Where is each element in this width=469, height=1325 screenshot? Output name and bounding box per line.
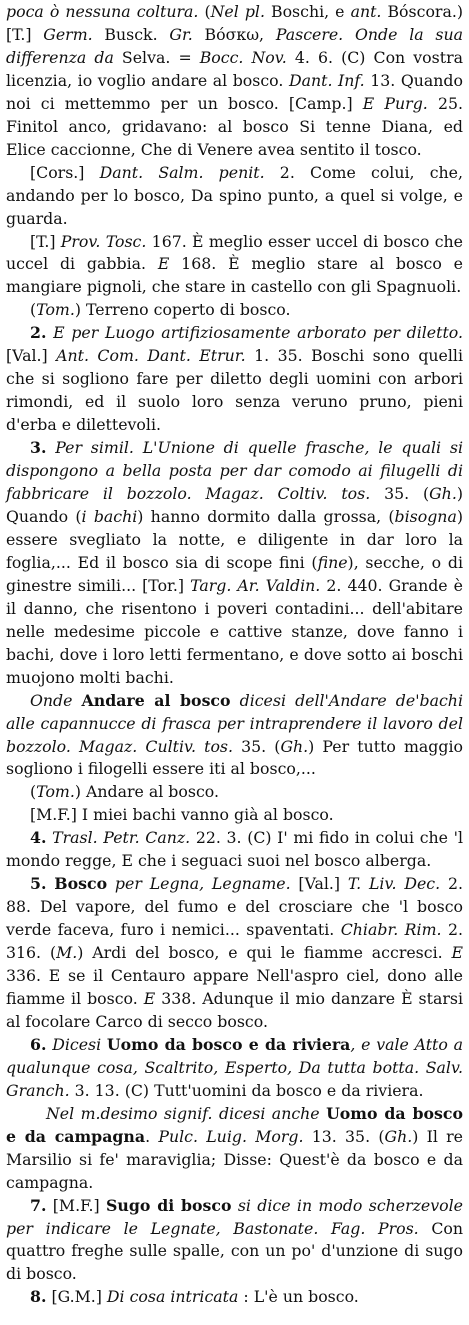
text-run: : L'è un bosco. — [238, 1287, 359, 1307]
entry-paragraph — [6, 1286, 463, 1309]
text-run: fine — [317, 552, 348, 572]
text-run: Con quattro freghe sulle spalle, con un po' d'unzione di sugo di bosco. — [6, 1218, 463, 1284]
text-run: Germ. — [43, 24, 93, 44]
text-run: Βόσκω, — [192, 24, 276, 44]
text-run: E — [157, 254, 170, 274]
text-run: 35. ( — [233, 736, 281, 756]
text-run: Selva. = — [113, 47, 200, 67]
text-run: Uomo da bosco e da riviera — [106, 1034, 351, 1054]
text-run: T. Liv. Dec. — [347, 874, 441, 894]
text-run: E per Luogo artifiziosamente arborato per diletto. — [53, 323, 463, 343]
text-run: Onde — [30, 690, 73, 710]
entry-paragraph — [6, 437, 463, 689]
text-run: ) essere svegliato la notte, e diligente in dar loro la foglia,... Ed il bosco sia di scope fini ( — [6, 506, 463, 572]
text-run: Targ. Ar. Valdin. — [190, 575, 321, 595]
text-run: 35. ( — [370, 484, 430, 504]
text-run: bisogna — [394, 506, 457, 526]
text-run: 336. E se il Centauro appare Nell'aspro ciel, dono alle fiamme il bosco. — [6, 966, 463, 1008]
text-run: ) Per tutto maggio sogliono i filogelli essere iti al bosco,... — [6, 736, 463, 779]
text-run: 25. Finitol anco, gridavano: al bosco Si tenne Diana, ed Elice caccionne, Che di Venere avea sentito il tosco. — [6, 93, 463, 159]
text-run: Dicesi — [52, 1034, 102, 1054]
text-run: Pascere. Onde la sua differenza da — [6, 24, 464, 67]
text-run: Trasl. Petr. Canz. — [52, 828, 191, 848]
entry-paragraph — [6, 804, 463, 827]
entry-paragraph — [6, 1103, 463, 1195]
text-run: E — [451, 943, 463, 963]
text-run: Per simil. L'Unione di quelle frasche, le quali si dispongono a bella posta per dar comodo ai filugelli di fabbricare il bozzolo. Magaz. Coltiv. tos. — [6, 438, 463, 504]
text-run: i bachi — [81, 506, 138, 526]
text-run: Bosco — [54, 874, 108, 894]
entry-paragraph — [6, 1195, 463, 1287]
text-run: Bóscora.) [T.] — [6, 2, 463, 44]
entry-paragraph — [6, 299, 463, 322]
text-run: 2. 316. ( — [6, 920, 463, 963]
text-run: ), secche, o di ginestre simili... [Tor.] — [6, 552, 463, 595]
text-run: ( — [30, 782, 37, 802]
text-run: Uomo da bosco e da campagna — [6, 1103, 463, 1146]
text-run: 22. 3. (C) I' mi fido in colui che 'l mondo regge, E che i seguaci suoi nel bosco alberga. — [6, 828, 463, 871]
text-run: Gh. — [280, 736, 309, 756]
text-run: 3. — [30, 438, 47, 458]
text-run: 1. 35. Boschi sono quelli che si sogliono fare per diletto degli uomini con arbori rimondi, ed il suolo loro senza veruno pruno, pieni d'erba e dilettevoli. — [6, 346, 463, 435]
text-run: . — [145, 1126, 159, 1146]
text-run: [M.F.] I miei bachi vanno già al bosco. — [30, 805, 334, 825]
text-run: ) Il re Marsilio si fe' maraviglia; Disse: Quest'è da bosco e da campagna. — [6, 1126, 463, 1192]
entry-paragraph — [6, 231, 463, 300]
text-run: Di cosa intricata — [106, 1287, 239, 1307]
text-run: per Legna, Legname. — [114, 874, 291, 894]
text-run: Pulc. Luig. Morg. — [158, 1126, 304, 1146]
text-run: ) Andare al bosco. — [74, 782, 219, 802]
text-run: 4. — [30, 828, 47, 848]
text-run: 338. Adunque il mio danzare È starsi al focolare Carco di secco bosco. — [6, 988, 463, 1031]
text-run: ( — [30, 300, 37, 320]
text-run: Boschi, e — [264, 2, 351, 21]
text-run: Chiabr. Rim. — [340, 920, 442, 940]
text-run: E — [143, 988, 156, 1008]
text-run: ) Ardi del bosco, e qui le fiamme accresci. — [77, 943, 452, 963]
text-run: ant. — [350, 2, 382, 21]
text-run: 167. È meglio esser uccel di bosco che uccel di gabbia. — [6, 231, 463, 274]
text-run: Busck. — [92, 24, 170, 44]
text-run: dicesi dell'Andare de'bachi alle capannucce di frasca per intraprendere il lavoro del bozzolo. Magaz. Cultiv. tos. — [6, 690, 463, 756]
text-run: 2. Come colui, che, andando per lo bosco, Da spino punto, a quel si volge, e guarda. — [6, 162, 464, 228]
text-run: Ant. Com. Dant. Etrur. — [56, 346, 246, 366]
text-run: [M.F.] — [46, 1195, 107, 1215]
entry-paragraph — [6, 1034, 463, 1103]
entry-paragraph — [6, 781, 463, 804]
entry-paragraph — [6, 1, 463, 162]
text-run: Dant. Inf. — [288, 70, 365, 90]
entry-paragraph — [6, 873, 463, 1034]
text-run: Tom. — [36, 300, 75, 320]
text-run: 13. 35. ( — [303, 1126, 385, 1146]
text-run: Nel pl. — [210, 2, 265, 21]
text-run: [Val.] — [290, 874, 348, 894]
text-run: [G.M.] — [46, 1287, 107, 1307]
text-run: Andare al bosco — [81, 690, 231, 710]
text-run: M. — [56, 943, 78, 963]
text-run: [Cors.] — [30, 162, 100, 182]
text-run: Gh. — [384, 1126, 413, 1146]
text-run: 3. 13. (C) Tutt'uomini da bosco e da riviera. — [69, 1080, 424, 1100]
text-run: Nel m.desimo signif. dicesi anche — [46, 1103, 320, 1123]
text-run: Gh. — [429, 484, 457, 504]
entry-paragraph — [6, 827, 463, 873]
entry-paragraph — [6, 322, 463, 437]
text-run: Prov. Tosc. — [60, 231, 147, 251]
text-run — [231, 691, 240, 710]
text-run: ( — [198, 2, 211, 21]
text-run: 168. È meglio stare al bosco e mangiare pignoli, che stare in castello con gli Spagnuoli. — [6, 254, 463, 297]
text-run: [Val.] — [6, 346, 57, 366]
text-run: ) hanno dormito dalla grossa, ( — [137, 506, 395, 526]
text-run: Gr. — [169, 24, 193, 44]
text-run: , e vale Atto a qualunque cosa, Scaltrito, Esperto, Da tutta botta. Salv. Granch. — [6, 1034, 463, 1100]
text-run: ) Terreno coperto di bosco. — [74, 300, 291, 320]
text-run — [46, 438, 55, 457]
text-run: Sugo di bosco — [106, 1195, 232, 1215]
text-run: E Purg. — [362, 93, 428, 113]
text-run: 2. 440. Grande è il danno, che risentono i poveri contadini... dell'abitare nelle medesime piccole e cattive stanze, dove fanno i bachi, dove i loro letti fermentano, e dove sotto ai boschi muojono molti bachi. — [6, 575, 463, 687]
text-run: [T.] — [30, 231, 61, 251]
text-run: 8. — [30, 1287, 47, 1307]
text-run — [72, 691, 81, 710]
text-run: 2. — [30, 323, 47, 343]
entry-paragraph — [6, 162, 463, 231]
text-run: 7. — [30, 1195, 47, 1215]
text-run: si dice in modo scherzevole per indicare le Legnate, Bastonate. Fag. Pros. — [6, 1195, 463, 1238]
text-run: 4. 6. (C) Con vostra licenzia, io voglio andare al bosco. — [6, 47, 463, 90]
text-run: 13. Quando noi ci mettemmo per un bosco. [Camp.] — [6, 70, 463, 113]
text-run: Tom. — [36, 782, 75, 802]
text-run — [107, 874, 115, 893]
text-run: 6. — [30, 1034, 47, 1054]
text-run: 2. 88. Del vapore, del fumo e del crosciare che 'l bosco verde faceva, furo i nemici... spaventati. — [6, 874, 463, 940]
text-run: poca ò nessuna coltura. — [6, 2, 199, 21]
text-run: Bocc. Nov. — [199, 47, 287, 67]
text-run: Dant. Salm. penit. — [99, 162, 265, 182]
text-run: 5. — [30, 874, 47, 894]
text-run: ) Quando ( — [6, 484, 463, 526]
entry-paragraph — [6, 690, 463, 782]
